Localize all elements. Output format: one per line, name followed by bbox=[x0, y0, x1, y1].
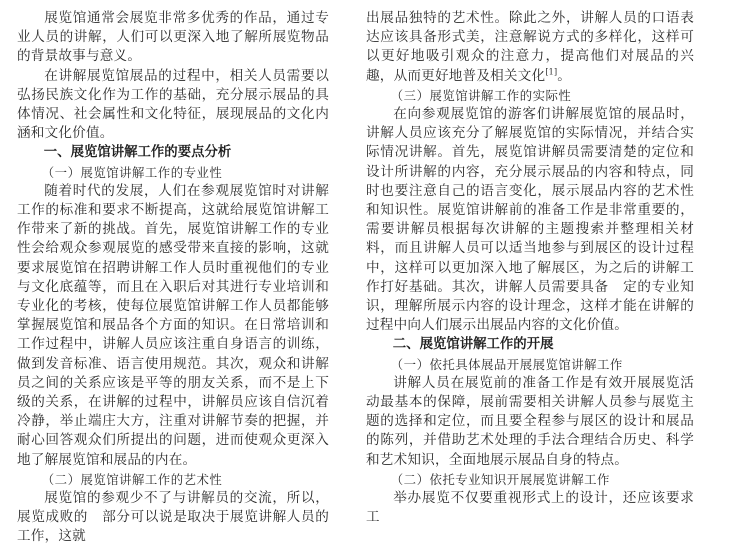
subsection-4-paragraph: 讲解人员在展览前的准备工作是有效开展展览活动最基本的保障，展前需要相关讲解人员参与展览主题的选择和定位，而且要全程参与展区的设计和展品的陈列，并借助艺术处理的手法合理结合历史、科学和艺术知识，全面地展示展品自身的特点。 bbox=[366, 374, 694, 468]
subsection-2-paragraph-continued bbox=[366, 9, 694, 86]
subsection-2-heading: （二）展览馆讲解工作的艺术性 bbox=[41, 471, 223, 487]
subsection-1-heading: （一）展览馆讲解工作的专业性 bbox=[41, 164, 223, 180]
subsection-2-continued-text: 出展品独特的艺术性。除此之外，讲解人员的口语表达应该具备形式美，注意解说方式的多样化，这样可以更好地吸引观众的注意力，提高他们对展品的兴趣，从而更好地普及相关文化 bbox=[366, 10, 694, 84]
intro-paragraph-2: 在讲解展览馆展品的过程中，相关人员需要以弘扬民族文化作为工作的基础，充分展示展品的具体情况、社会属性和文化特征，展现展品的文化内涵和文化价值。 bbox=[17, 67, 329, 142]
subsection-5-heading: （二）依托专业知识开展展览讲解工作 bbox=[390, 471, 610, 487]
subsection-3-heading: （三）展览馆讲解工作的实际性 bbox=[390, 87, 572, 103]
subsection-2-end-punct: 。 bbox=[557, 67, 572, 84]
left-column bbox=[17, 9, 329, 547]
subsection-3-paragraph: 在向参观展览馆的游客们讲解展览馆的展品时，讲解人员应该充分了解展览馆的实际情况，并结合实际情况讲解。首先，展览馆讲解员需要清楚的定位和设计所讲解的内容，充分展示展品的内容和特点，同时也要注意自己的语言变化，展示展品内容的艺术性和知识性。展览馆讲解前的准备工作是非常重要的，需要讲解员根据每次讲解的主题搜索并整理相关材料，而且讲解人员可以适当地参与到展区的设计过程中，这样可以更加深入地了解展区，为之后的讲解工作打好基础。其次，讲解人员需要具备 定的专业知识，理解所展示内容的设计理念，这样才能在讲解的过程中向人们展示出展品内容的文化价值。 bbox=[366, 106, 694, 334]
right-column bbox=[366, 9, 694, 527]
subsection-2-paragraph-start: 展览馆的参观少不了与讲解员的交流，所以，展览成败的 部分可以说是取决于展览讲解人员的工作，这就 bbox=[17, 490, 329, 545]
intro-paragraph-1: 展览馆通常会展览非常多优秀的作品，通过专业人员的讲解，人们可以更深入地了解所展览物品的背景故事与意义。 bbox=[17, 10, 329, 65]
citation-mark: [1] bbox=[545, 67, 558, 77]
section-1-heading: 一、展览馆讲解工作的要点分析 bbox=[43, 145, 232, 161]
subsection-1-paragraph: 随着时代的发展，人们在参观展览馆时对讲解工作的标准和要求不断提高，这就给展览馆讲解工作带来了新的挑战。首先，展览馆讲解工作的专业性会给观众参观展览的感受带来直接的影响，这就要求展览馆在招聘讲解工作人员时重视他们的专业与文化底蕴等，而且在入职后对其进行专业培训和专业化的考核，使每位展览馆讲解工作人员都能够掌握展览馆和展品各个方面的知识。在日常培训和工作过程中，讲解人员应该注重自身语言的训练，做到发音标准、语言使用规范。其次，观众和讲解员之间的关系应该是平等的朋友关系，而不是上下级的关系，在讲解的过程中，讲解员应该自信沉着冷静，举止端庄大方，注重对讲解节奏的把握，并耐心回答观众们所提出的问题，进而使观众更深入地了解展览馆和展品的内在。 bbox=[17, 182, 329, 468]
subsection-4-heading: （一）依托具体展品开展展览馆讲解工作 bbox=[390, 356, 623, 372]
section-2-heading: 二、展览馆讲解工作的开展 bbox=[392, 337, 554, 353]
subsection-5-paragraph-start: 举办展览不仅要重视形式上的设计，还应该要求工 bbox=[366, 490, 694, 526]
